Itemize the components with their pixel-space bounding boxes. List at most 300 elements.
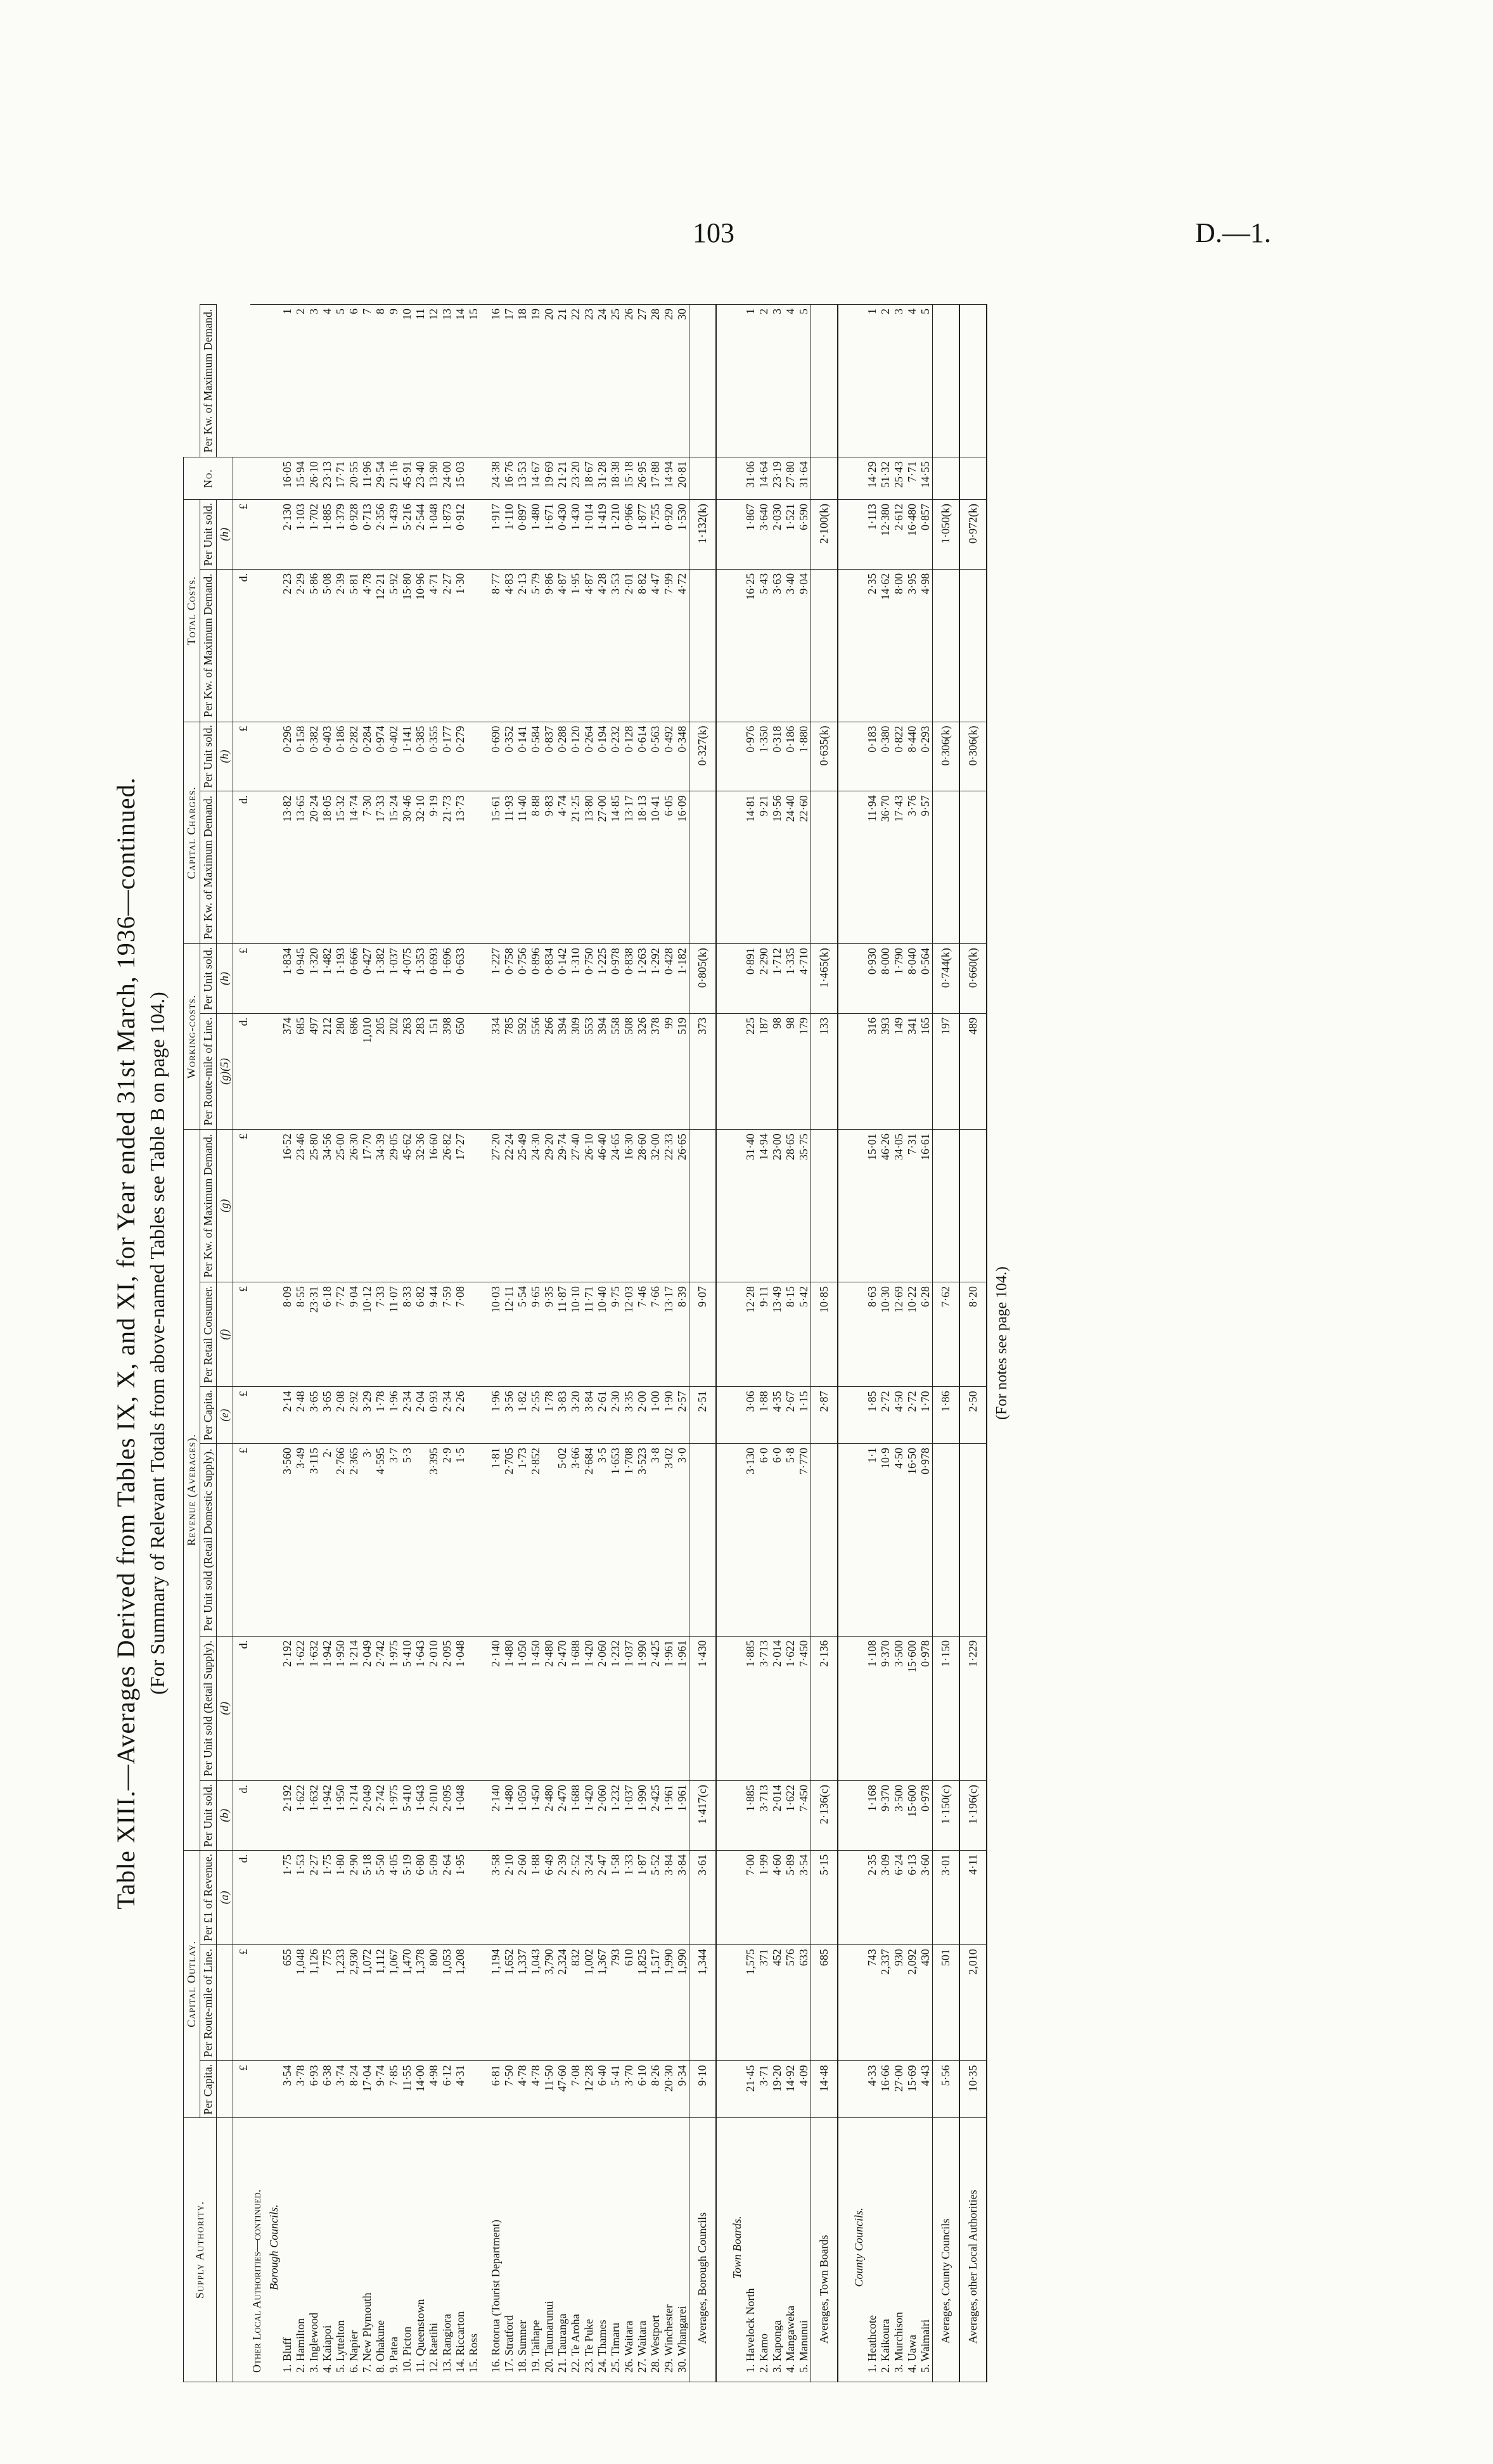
value-cell: 15·18 [622,457,636,500]
value-cell: 4 [321,305,334,457]
value-cell: 3·500 [892,1636,906,1780]
value-cell: 1 [281,305,294,457]
value-cell [959,1130,987,1282]
value-cell: 15 [467,305,480,457]
unit-cell: £ [233,1130,251,1282]
value-cell: 1·632 [307,1781,321,1851]
value-cell: 592 [516,1013,529,1129]
spacer-cell [480,1013,489,1129]
value-cell: 1·961 [662,1781,676,1851]
value-cell: 0·264 [582,722,596,791]
value-cell: 12·28 [582,2061,596,2118]
value-cell: 610 [622,1945,636,2061]
value-cell: 3 [307,305,321,457]
value-cell: 46·26 [879,1130,892,1282]
value-cell: 650 [454,1013,467,1129]
value-cell: 2·9 [440,1443,454,1636]
value-cell [467,1443,480,1636]
value-cell: 3·76 [906,791,919,944]
value-cell: 9·10 [689,2061,717,2118]
gap-cell [716,1130,727,1282]
value-cell: 743 [866,1945,879,2061]
value-cell: 16·30 [622,1130,636,1282]
value-cell: 30·46 [400,791,414,944]
empty-cell [264,791,281,944]
col-per-pound-revenue: Per £1 of Revenue. [200,1850,217,1944]
value-cell: 19·56 [771,791,784,944]
value-cell: 497 [307,1013,321,1129]
gap-cell [838,457,849,500]
value-cell: 1·885 [744,1781,757,1851]
value-cell: 15·69 [906,2061,919,2118]
letter-h: (h) [217,944,233,1014]
value-cell: 0·293 [919,722,933,791]
value-cell: 0·355 [427,722,440,791]
value-cell: 225 [744,1013,757,1129]
spacer-cell [480,1387,489,1444]
table-row [676,305,689,2382]
value-cell: 1,652 [503,1945,516,2061]
value-cell: 9·370 [879,1636,892,1780]
value-cell: 5·50 [374,1850,387,1944]
value-cell: 0·822 [892,722,906,791]
letter-e: (e) [217,1387,233,1444]
value-cell: 0·750 [582,944,596,1014]
value-cell: 31·64 [797,457,811,500]
value-cell: 16·52 [281,1130,294,1282]
value-cell: 2·766 [334,1443,347,1636]
value-cell: 0·978 [919,1636,933,1780]
empty-cell [727,1636,744,1780]
value-cell: 0·93 [427,1387,440,1444]
authority-name: 6. Napier [347,2118,361,2382]
value-cell: 7·770 [797,1443,811,1636]
empty-cell [727,1282,744,1387]
value-cell: 2·92 [347,1387,361,1444]
value-cell: 18·67 [582,457,596,500]
value-cell: 21·16 [387,457,400,500]
value-cell: 3·8 [649,1443,662,1636]
table-row [307,305,321,2382]
value-cell: 16·60 [427,1130,440,1282]
value-cell: 2·852 [529,1443,542,1636]
value-cell: 1·917 [489,500,503,570]
value-cell: 0·402 [387,722,400,791]
value-cell: 553 [582,1013,596,1129]
value-cell [467,722,480,791]
gap-cell [838,2118,849,2382]
value-cell: 8·440 [906,722,919,791]
table-subtitle: (For Summary of Relevant Totals from above-named Tables see Table B on page 104.) [146,992,169,1695]
value-cell: 4·78 [516,2061,529,2118]
value-cell: 1·530 [676,500,689,570]
value-cell: 99 [662,1013,676,1129]
empty-cell [727,2061,744,2118]
value-cell: 31·06 [744,457,757,500]
value-cell: 6·05 [662,791,676,944]
value-cell: 34·39 [374,1130,387,1282]
table-row [906,305,919,2382]
value-cell: 17·88 [649,457,662,500]
gap-cell [838,791,849,944]
empty-cell [264,1850,281,1944]
value-cell: 1·103 [294,500,307,570]
spacer-cell [480,1945,489,2061]
value-cell: 1·439 [387,500,400,570]
value-cell: 1,043 [529,1945,542,2061]
value-cell: 5·8 [784,1443,797,1636]
value-cell: 13·17 [622,791,636,944]
value-cell: 4·78 [361,569,374,722]
value-cell: 3· [361,1443,374,1636]
value-cell: 1·150(c) [933,1781,960,1851]
value-cell: 23 [582,305,596,457]
empty-cell [849,305,866,457]
letter-f: (f) [217,1282,233,1387]
authority-name: 4. Uawa [906,2118,919,2382]
gap-cell [838,722,849,791]
authority-name: 3. Kaponga [771,2118,784,2382]
gap-cell [716,2118,727,2382]
value-cell: 14·29 [866,457,879,500]
value-cell: 5·410 [400,1636,414,1780]
empty-cell [250,569,264,722]
value-cell: 14·85 [609,791,622,944]
gap-cell [838,1443,849,1636]
value-cell: 8·33 [400,1282,414,1387]
value-cell: 7·71 [906,457,919,500]
value-cell: 5·56 [933,2061,960,2118]
value-cell: 5·15 [811,1850,838,1944]
value-cell: 17·27 [454,1130,467,1282]
empty-cell [849,2061,866,2118]
value-cell: 23·46 [294,1130,307,1282]
value-cell: 1·113 [866,500,879,570]
value-cell: 2·356 [374,500,387,570]
value-cell: 27·00 [892,2061,906,2118]
value-cell: 2,010 [959,1945,987,2061]
value-cell: 1,344 [689,1945,717,2061]
empty-cell [250,305,264,457]
empty-cell [264,1781,281,1851]
value-cell: 2·742 [374,1781,387,1851]
value-cell: 1·227 [489,944,503,1014]
value-cell: 266 [542,1013,556,1129]
value-cell: 10·85 [811,1282,838,1387]
empty-cell [250,1636,264,1780]
value-cell: 0·834 [542,944,556,1014]
value-cell: 0·805(k) [689,944,717,1014]
value-cell: 1·379 [334,500,347,570]
value-cell: 3·78 [294,2061,307,2118]
value-cell: 14·94 [662,457,676,500]
authority-name: 22. Te Aroha [569,2118,582,2382]
value-cell: 8·00 [892,569,906,722]
value-cell: 17·70 [361,1130,374,1282]
value-cell [811,1443,838,1636]
spacer-cell [480,1443,489,1636]
unit-cell: £ [233,2061,251,2118]
value-cell: 3·115 [307,1443,321,1636]
value-cell: 2·60 [516,1850,529,1944]
value-cell: 11·40 [516,791,529,944]
value-cell: 3·01 [933,1850,960,1944]
average-row [811,305,838,2382]
value-cell: 1·196(c) [959,1781,987,1851]
value-cell: 1·87 [636,1850,649,1944]
value-cell: 10·96 [414,569,427,722]
rotated-table-page [111,304,1010,2382]
value-cell: 3·560 [281,1443,294,1636]
value-cell: 6·40 [596,2061,609,2118]
value-cell: 280 [334,1013,347,1129]
value-cell: 3·523 [636,1443,649,1636]
value-cell: 5·43 [757,569,771,722]
value-cell: 4·78 [529,2061,542,2118]
value-cell: 0·974 [374,722,387,791]
authority-name: 1. Bluff [281,2118,294,2382]
empty-cell [727,1945,744,2061]
table-row [662,305,676,2382]
value-cell [467,944,480,1014]
value-cell: 1·643 [414,1636,427,1780]
value-cell: 21·45 [744,2061,757,2118]
value-cell: 7·99 [662,569,676,722]
value-cell: 0·428 [662,944,676,1014]
value-cell: 25·43 [892,457,906,500]
value-cell: 3·83 [556,1387,569,1444]
gap-cell [716,1013,727,1129]
value-cell: 9·75 [609,1282,622,1387]
gap-cell [838,944,849,1014]
value-cell: 11·07 [387,1282,400,1387]
value-cell: 19 [529,305,542,457]
value-cell: 2·13 [516,569,529,722]
empty-cell [250,944,264,1014]
value-cell: 2·100(k) [811,500,838,570]
gap-cell [716,722,727,791]
value-cell: 29·74 [556,1130,569,1282]
header-total-costs: Total Costs. [184,500,200,722]
authority-name: 13. Rangiora [440,2118,454,2382]
value-cell: 2·30 [609,1387,622,1444]
value-cell: 685 [294,1013,307,1129]
spacer-cell [480,1850,489,1944]
value-cell: 3·84 [676,1850,689,1944]
value-cell: 1·653 [609,1443,622,1636]
value-cell: 9·04 [797,569,811,722]
value-cell: 16·25 [744,569,757,722]
value-cell: 7·31 [906,1130,919,1282]
table-row [556,305,569,2382]
value-cell: 18·05 [321,791,334,944]
empty-cell [727,457,744,500]
value-cell: 2·290 [757,944,771,1014]
value-cell: 8·09 [281,1282,294,1387]
value-cell: 6·93 [307,2061,321,2118]
authority-name: 15. Ross [467,2118,480,2382]
value-cell: 0·945 [294,944,307,1014]
spacer-cell [480,457,489,500]
value-cell: 6·81 [489,2061,503,2118]
col-total-per-unit: Per Unit sold. [200,500,217,570]
value-cell: 32·00 [649,1130,662,1282]
authority-name: 26. Waitara [622,2118,636,2382]
value-cell: 27·40 [569,1130,582,1282]
value-cell: 12·380 [879,500,892,570]
value-cell: 2·705 [503,1443,516,1636]
value-cell: 29·05 [387,1130,400,1282]
value-cell: 46·40 [596,1130,609,1282]
value-cell: 26·82 [440,1130,454,1282]
value-cell: 22·60 [797,791,811,944]
value-cell: 1,378 [414,1945,427,2061]
gap-cell [716,1781,727,1851]
value-cell [933,569,960,722]
value-cell: 1·880 [797,722,811,791]
value-cell: 1·990 [636,1636,649,1780]
value-cell: 378 [649,1013,662,1129]
value-cell: 2 [757,305,771,457]
value-cell: 0·348 [676,722,689,791]
table-title: Table XIII.—Averages Derived from Tables IX, X, and XI, for Year ended 31st March, 1936—continued. [112,777,140,1910]
value-cell: 2·684 [582,1443,596,1636]
value-cell: 23·40 [414,457,427,500]
value-cell: 16 [489,305,503,457]
value-cell: 7·59 [440,1282,454,1387]
empty-cell [264,1013,281,1129]
value-cell: 4·595 [374,1443,387,1636]
value-cell [467,1781,480,1851]
value-cell: 8 [374,305,387,457]
gap-cell [838,1781,849,1851]
value-cell: 2·87 [811,1387,838,1444]
empty-cell [727,1781,744,1851]
value-cell: 2·01 [622,569,636,722]
authority-name: 11. Queenstown [414,2118,427,2382]
empty-cell [727,1443,744,1636]
empty-cell [727,569,744,722]
authority-name: 4. Kaiapoi [321,2118,334,2382]
value-cell: 16·05 [281,457,294,500]
value-cell: 1·75 [321,1850,334,1944]
gap-cell [716,944,727,1014]
value-cell: 1·58 [609,1850,622,1944]
value-cell: 23·31 [307,1282,321,1387]
value-cell: 21·21 [556,457,569,500]
authority-name: 3. Murchison [892,2118,906,2382]
value-cell: 0·318 [771,722,784,791]
units-label [233,2118,251,2382]
empty-cell [849,1282,866,1387]
value-cell: 25·80 [307,1130,321,1282]
value-cell: 19·69 [542,457,556,500]
value-cell: 4·28 [596,569,609,722]
authority-name: 16. Rotorua (Tourist Department) [489,2118,503,2382]
unit-cell [233,457,251,500]
value-cell: 0·430 [556,500,569,570]
value-cell: 17·71 [334,457,347,500]
value-cell: 1·961 [662,1636,676,1780]
authority-name: Averages, Borough Councils [689,2118,717,2382]
value-cell: 21 [556,305,569,457]
authority-name: 7. New Plymouth [361,2118,374,2382]
value-cell: 4·50 [892,1387,906,1444]
value-cell: 1·450 [529,1781,542,1851]
value-cell: 334 [489,1013,503,1129]
empty-cell [849,1130,866,1282]
value-cell [689,305,717,457]
value-cell: 1·050 [516,1636,529,1780]
spacer-cell [480,1636,489,1780]
value-cell: 2·030 [771,500,784,570]
value-cell: 2·61 [596,1387,609,1444]
value-cell: 1·688 [569,1636,582,1780]
value-cell: 14·81 [744,791,757,944]
value-cell: 4·87 [556,569,569,722]
value-cell: 1·037 [622,1636,636,1780]
value-cell: 1,072 [361,1945,374,2061]
value-cell: 25·00 [334,1130,347,1282]
value-cell: 1·419 [596,500,609,570]
spacer-cell [480,944,489,1014]
value-cell: 0·614 [636,722,649,791]
spacer-cell [480,305,489,457]
value-cell: 2·10 [503,1850,516,1944]
unit-cell: £ [233,1443,251,1636]
gap-cell [838,1945,849,2061]
value-cell: 2·014 [771,1781,784,1851]
empty-cell [250,1443,264,1636]
value-cell: 20 [542,305,556,457]
value-cell: 1·037 [387,944,400,1014]
value-cell: 0·693 [427,944,440,1014]
unit-cell: d. [233,569,251,722]
empty-cell [727,1387,744,1444]
gap-cell [716,305,727,457]
value-cell: 10·12 [361,1282,374,1387]
value-cell: 576 [784,1945,797,2061]
letter-h: (h) [217,500,233,570]
value-cell: 263 [400,1013,414,1129]
value-cell: 1,367 [596,1945,609,2061]
value-cell: 4·98 [919,569,933,722]
value-cell [933,457,960,500]
value-cell: 2·52 [569,1850,582,1944]
value-cell: 3·66 [569,1443,582,1636]
value-cell: 1·88 [757,1387,771,1444]
value-cell [811,569,838,722]
authority-name: 2. Hamilton [294,2118,307,2382]
table-row [529,305,542,2382]
value-cell: 2,930 [347,1945,361,2061]
value-cell: 1·95 [569,569,582,722]
value-cell: 3·29 [361,1387,374,1444]
table-row [334,305,347,2382]
value-cell: 1·622 [784,1781,797,1851]
value-cell: 3·65 [321,1387,334,1444]
value-cell: 9·07 [689,1282,717,1387]
value-cell: 2·060 [596,1781,609,1851]
value-cell: 3,790 [542,1945,556,2061]
value-cell: 8·63 [866,1282,879,1387]
value-cell: 7·450 [797,1636,811,1780]
empty-cell [264,500,281,570]
table-row [866,305,879,2382]
value-cell: 2·50 [959,1387,987,1444]
authority-name: 1. Heathcote [866,2118,879,2382]
value-cell: 7 [361,305,374,457]
